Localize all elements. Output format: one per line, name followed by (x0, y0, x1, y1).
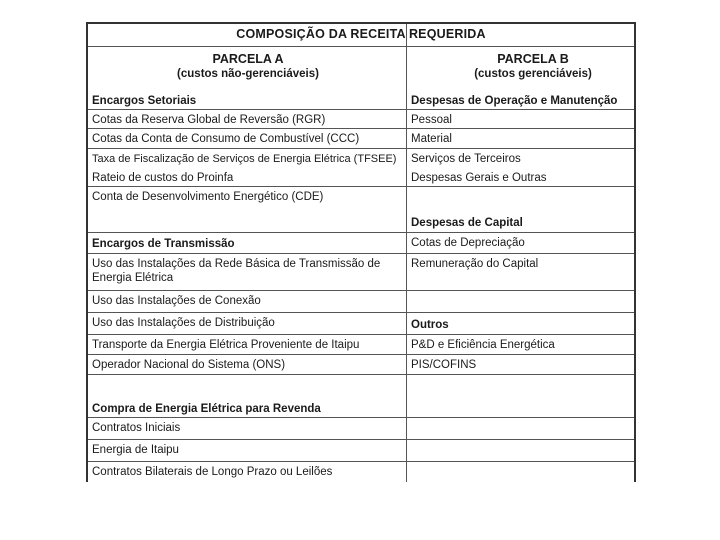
parcela-b-label: PARCELA B (497, 52, 569, 66)
pessoal-item: Pessoal (411, 114, 452, 126)
rgr-item: Cotas da Reserva Global de Reversão (RGR) (92, 114, 326, 126)
row-line (88, 109, 634, 110)
divider (88, 46, 634, 47)
ons-item: Operador Nacional do Sistema (ONS) (92, 359, 286, 371)
table-title: COMPOSIÇÃO DA RECEITA REQUERIDA (236, 27, 486, 41)
rede-basica-item: Uso das Instalações da Rede Básica de Transmissão de Energia Elétrica (92, 258, 381, 284)
proinfa-item: Rateio de custos do Proinfa (92, 172, 234, 184)
contratos-iniciais-item: Contratos Iniciais (92, 422, 181, 434)
row-line (88, 253, 634, 254)
row-line (88, 374, 634, 375)
ped-item: P&D e Eficiência Energética (411, 339, 555, 351)
row-line (88, 148, 634, 149)
row-line (88, 128, 634, 129)
energia-itaipu-item: Energia de Itaipu (92, 444, 179, 456)
despesas-capital-heading: Despesas de Capital (411, 217, 523, 229)
row-line (88, 334, 634, 335)
ccc-item: Cotas da Conta de Consumo de Combustível (CCC) (92, 133, 360, 145)
distribuicao-item: Uso das Instalações de Distribuição (92, 317, 275, 329)
gerais-item: Despesas Gerais e Outras (411, 172, 547, 184)
parcela-a-sub: (custos não-gerenciáveis) (177, 68, 319, 80)
conexao-item: Uso das Instalações de Conexão (92, 295, 261, 307)
row-line (88, 461, 634, 462)
itaipu-transporte-item: Transporte da Energia Elétrica Proveniente de Itaipu (92, 339, 360, 351)
row-line (88, 312, 634, 313)
parcela-b-sub: (custos gerenciáveis) (474, 68, 592, 80)
revenue-composition-table (86, 22, 636, 482)
contratos-bilaterais-item: Contratos Bilaterais de Longo Prazo ou Leilões (92, 466, 333, 478)
tfsee-item: Taxa de Fiscalização de Serviços de Energia Elétrica (TFSEE) (92, 153, 397, 165)
outros-heading: Outros (411, 319, 449, 331)
compra-heading: Compra de Energia Elétrica para Revenda (92, 403, 321, 415)
row-line (88, 232, 634, 233)
encargos-transmissao-heading: Encargos de Transmissão (92, 238, 235, 250)
pis-item: PIS/COFINS (411, 359, 477, 371)
remuneracao-item: Remuneração do Capital (411, 258, 539, 270)
row-line (88, 290, 634, 291)
parcela-a-header (148, 52, 348, 82)
row-line (88, 186, 634, 187)
row-line (88, 417, 634, 418)
despesas-om-heading: Despesas de Operação e Manutenção (411, 95, 618, 107)
depreciacao-item: Cotas de Depreciação (411, 237, 525, 249)
cde-item: Conta de Desenvolvimento Energético (CDE) (92, 191, 324, 203)
encargos-setoriais-heading: Encargos Setoriais (92, 95, 197, 107)
parcela-b-header (433, 52, 633, 82)
row-line (88, 439, 634, 440)
terceiros-item: Serviços de Terceiros (411, 153, 521, 165)
material-item: Material (411, 133, 452, 145)
row-line (88, 354, 634, 355)
parcela-a-label: PARCELA A (212, 52, 284, 66)
